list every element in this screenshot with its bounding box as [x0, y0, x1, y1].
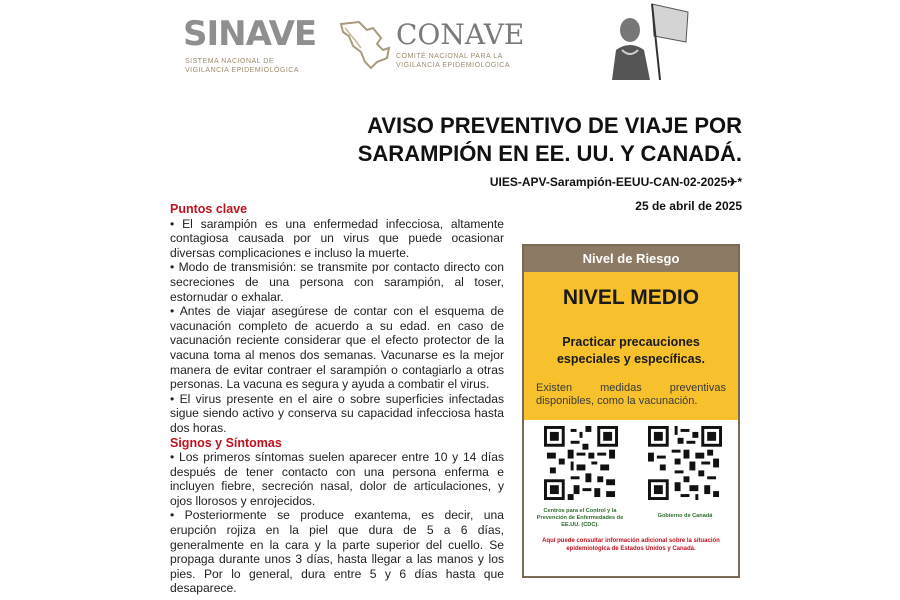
sign-item: • Posteriormente se produce exantema, es decir, una erupción rojiza en la piel que dura de 5 a 6 días, generalmente en la cara y la parte superior del cuello. Se propaga durante unos 3 días, hasta llegar a las manos y los pies. Por lo general, dura entre 5 y 6 días hasta que desaparece. [170, 508, 504, 596]
risk-note: Existen medidas preventivas disponibles, como la vacunación. [536, 382, 726, 407]
document-code: UIES-APV-Sarampión-EEUU-CAN-02-2025✈* [489, 175, 742, 189]
key-point: • El virus presente en el aire o sobre superficies infectadas sigue siendo activo y conserva su capacidad infecciosa hasta dos horas. [170, 391, 504, 435]
sinave-logo: SINAVE [183, 14, 317, 54]
qr-info-text: Aquí puede consultar información adicional sobre la situación epidemiológica de Estados Unidos y Canadá. [542, 538, 720, 552]
qr-code-canada-icon[interactable] [648, 426, 722, 500]
key-point: • Antes de viajar asegúrese de contar con el esquema de vacunación completo de acuerdo a su edad. en caso de vacunación reciente considerar que el efecto protector de la vacuna toma al menos dos semanas. Vacunarse es la mejor manera de evitar contraer el sarampión o contagiarlo a otras personas. La vacuna es segura y ayuda a combatir el virus. [170, 304, 504, 392]
risk-heading: Nivel de Riesgo [524, 246, 738, 272]
page-title: AVISO PREVENTIVO DE VIAJE POR SARAMPIÓN EN EE. UU. Y CANADÁ. [357, 113, 742, 166]
sinave-subtitle: SISTEMA NACIONAL DE VIGILANCIA EPIDEMIOLÓGICA [185, 58, 300, 74]
qr-left-label: Centros para el Control y la Prevención de Enfermedades de EE.UU. (CDC). [536, 508, 624, 528]
key-point: • Modo de transmisión: se transmite por contacto directo con secreciones de una persona con sarampión, al toser, estornudar o exhalar. [170, 260, 504, 304]
key-point: • El sarampión es una enfermedad infecciosa, altamente contagiosa causada por un virus que puede ocasionar diversas complicaciones e incluso la muerte. [170, 216, 504, 260]
main-text-column [170, 202, 504, 596]
key-points-heading: Puntos clave [170, 202, 248, 216]
risk-level-box [524, 272, 738, 420]
qr-right-label: Gobierno de Canadá [657, 513, 713, 519]
conave-subtitle: COMITÉ NACIONAL PARA LA VIGILANCIA EPIDEMIOLÓGICA [396, 53, 511, 69]
risk-level: NIVEL MEDIO [562, 286, 700, 309]
mexico-map-icon [337, 18, 391, 70]
sign-item: • Los primeros síntomas suelen aparecer entre 10 y 14 días después de tener contacto con una persona enferma e incluyen fiebre, secreción nasal, dolor de articulaciones, y ojos llorosos y enrojecidos. [170, 450, 504, 508]
heroine-with-flag-icon [600, 2, 690, 80]
risk-recommendation: Practicar precauciones especiales y específicas. [556, 335, 706, 366]
signs-heading: Signos y Síntomas [170, 435, 282, 450]
risk-panel [522, 244, 740, 578]
qr-code-cdc-icon[interactable] [544, 426, 618, 500]
conave-logo: CONAVE [396, 18, 525, 51]
document-date: 25 de abril de 2025 [635, 199, 742, 213]
